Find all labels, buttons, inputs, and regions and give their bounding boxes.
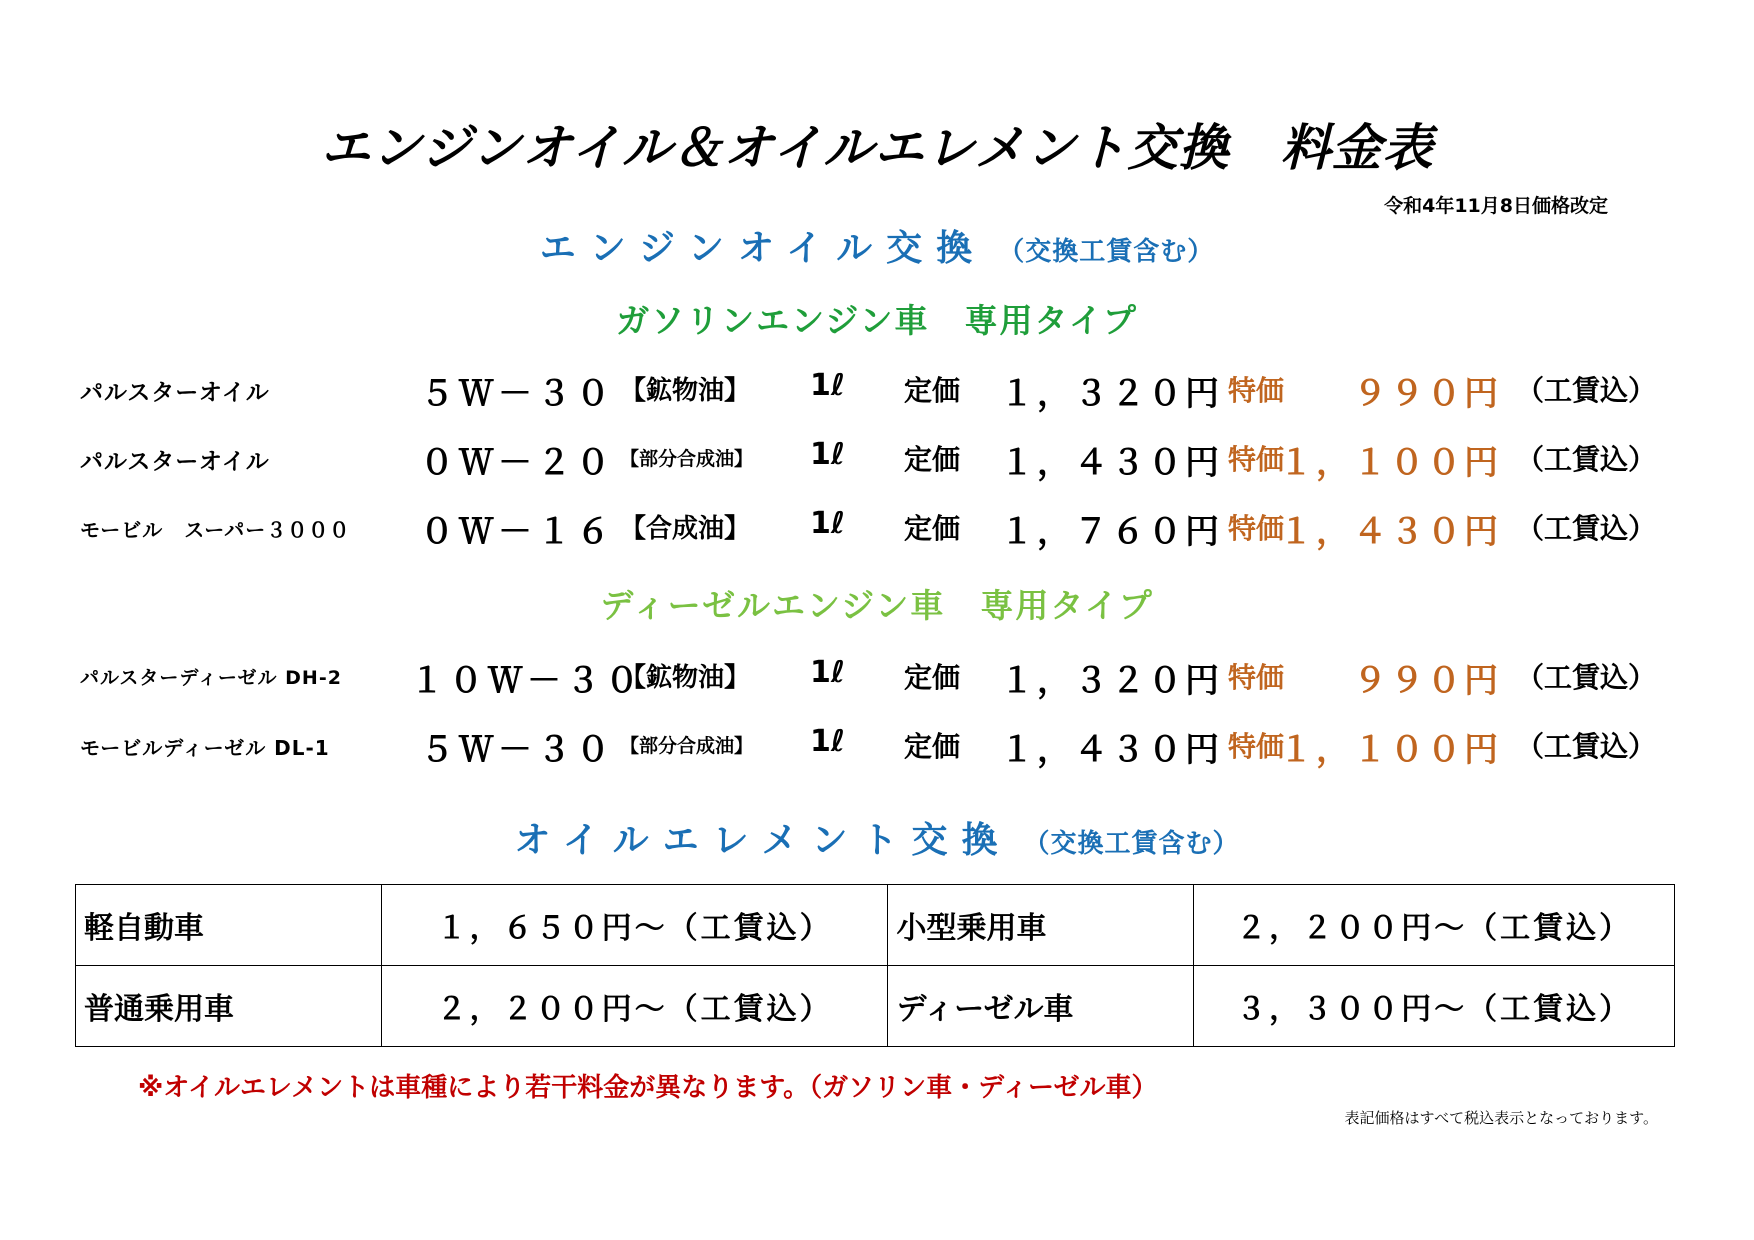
volume: 1ℓ	[810, 655, 846, 690]
oil-type: 【鉱物油】	[620, 376, 751, 406]
viscosity-grade: ０Ｗ－２０	[420, 443, 615, 483]
price-row	[0, 653, 1754, 701]
special-price-label: 特価	[1228, 374, 1285, 407]
oil-type: 【鉱物油】	[620, 663, 751, 693]
oil-type: 【合成油】	[620, 514, 751, 544]
engine-oil-section-heading	[0, 220, 1754, 271]
page-title: エンジンオイル＆オイルエレメント交換 料金表	[320, 119, 1434, 177]
price-row	[0, 435, 1754, 483]
product-name: パルスターオイル	[80, 449, 270, 475]
viscosity-grade: ５Ｗ－３０	[420, 374, 615, 414]
list-price-label: 定価	[904, 512, 961, 545]
viscosity-grade: ０Ｗ－１６	[420, 512, 615, 552]
element-price: ３，３００円～（工賃込）	[1194, 966, 1675, 1047]
table-row	[76, 966, 1675, 1047]
vehicle-class: ディーゼル車	[888, 966, 1194, 1047]
price-row	[0, 722, 1754, 770]
list-price: １，３２０円	[1000, 661, 1222, 701]
product-name: パルスターオイル	[80, 380, 270, 406]
revision-date: 令和4年11月8日価格改定	[1384, 195, 1608, 217]
special-price: １，４３０円	[1279, 512, 1501, 552]
special-price: １，１００円	[1279, 443, 1501, 483]
labor-included: （工賃込）	[1516, 661, 1657, 694]
list-price-label: 定価	[904, 443, 961, 476]
special-price-label: 特価	[1228, 443, 1285, 476]
element-price-warning: ※オイルエレメントは車種により若干料金が異なります。（ガソリン車・ディーゼル車）	[138, 1073, 1158, 1103]
special-price: ９９０円	[1353, 374, 1501, 414]
list-price: １，４３０円	[1000, 443, 1222, 483]
oil-element-heading-text: オイルエレメント交換	[514, 820, 1012, 861]
list-price-label: 定価	[904, 661, 961, 694]
list-price: １，４３０円	[1000, 730, 1222, 770]
diesel-subheading: ディーゼルエンジン車 専用タイプ	[600, 586, 1154, 625]
list-price-label: 定価	[904, 730, 961, 763]
viscosity-grade: １０Ｗ－３０	[410, 661, 644, 701]
special-price-label: 特価	[1228, 730, 1285, 763]
volume: 1ℓ	[810, 506, 846, 541]
special-price-label: 特価	[1228, 512, 1285, 545]
gasoline-subheading: ガソリンエンジン車 専用タイプ	[616, 301, 1138, 340]
engine-oil-heading-text: エンジンオイル交換	[539, 228, 987, 269]
viscosity-grade: ５Ｗ－３０	[420, 730, 615, 770]
labor-included: （工賃込）	[1516, 374, 1657, 407]
labor-included: （工賃込）	[1516, 730, 1657, 763]
element-price: ２，２００円～（工賃込）	[381, 966, 888, 1047]
price-row	[0, 504, 1754, 552]
oil-type: 【部分合成油】	[620, 448, 754, 470]
volume: 1ℓ	[810, 368, 846, 403]
vehicle-class: 小型乗用車	[888, 885, 1194, 966]
vehicle-class: 普通乗用車	[76, 966, 382, 1047]
volume: 1ℓ	[810, 724, 846, 759]
list-price: １，３２０円	[1000, 374, 1222, 414]
special-price-label: 特価	[1228, 661, 1285, 694]
product-name: モービル スーパー３０００	[80, 518, 351, 542]
product-name: モービルディーゼル DL-1	[80, 736, 330, 760]
product-name: パルスターディーゼル DH-2	[80, 667, 342, 689]
oil-type: 【部分合成油】	[620, 735, 754, 757]
element-price: ２，２００円～（工賃込）	[1194, 885, 1675, 966]
special-price: ９９０円	[1353, 661, 1501, 701]
labor-included: （工賃込）	[1516, 443, 1657, 476]
table-row	[76, 885, 1675, 966]
oil-element-price-table	[75, 884, 1675, 1047]
price-row	[0, 366, 1754, 414]
special-price: １，１００円	[1279, 730, 1501, 770]
element-price: １，６５０円～（工賃込）	[381, 885, 888, 966]
vehicle-class: 軽自動車	[76, 885, 382, 966]
engine-oil-heading-note: （交換工賃含む）	[998, 237, 1215, 267]
oil-element-section-heading	[0, 812, 1754, 863]
oil-element-heading-note: （交換工賃含む）	[1023, 829, 1240, 859]
volume: 1ℓ	[810, 437, 846, 472]
list-price: １，７６０円	[1000, 512, 1222, 552]
labor-included: （工賃込）	[1516, 512, 1657, 545]
tax-footnote: 表記価格はすべて税込表示となっております。	[1344, 1109, 1658, 1127]
list-price-label: 定価	[904, 374, 961, 407]
